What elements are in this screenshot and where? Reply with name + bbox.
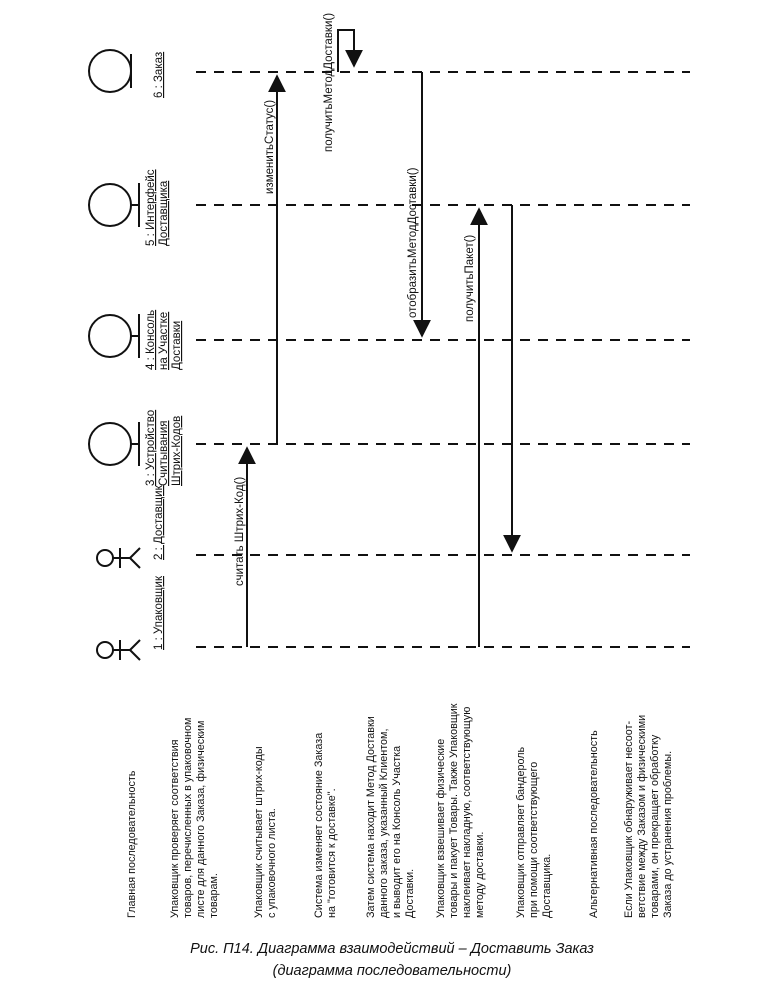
figure-caption [0,938,784,982]
packer-actor-icon [97,640,140,660]
order-name: 6 : Заказ [153,51,165,98]
order-entity-icon [89,50,131,92]
script-step1-line2: товаров, перечисленных в упаковочном [182,717,194,918]
carrier-interface-boundary-icon [89,183,139,227]
script-step1-line3: листе для данного Заказа, физическим [195,720,207,918]
barcode-name-line3: Штрих-Кодов [171,415,183,486]
console-boundary-icon [89,314,139,358]
script-step4-line4: Доставки. [404,868,416,918]
script-step6-line3: Доставщика. [541,853,553,918]
console-name-line3: Доставки [171,320,183,370]
message-label-change-status: изменитьСтатус() [264,99,276,194]
courier-actor-icon [97,548,140,568]
script-alt-line1: Если Упаковщик обнаруживает несоот- [623,720,635,918]
script-step5-line4: методу доставки. [474,831,486,918]
script-step5-line2: товары и пакует Товары. Также Упаковщик [448,703,460,918]
script-alt-line3: товарами, он прекращает обработку [649,734,661,918]
courier-name: 2 : Доставщик [153,485,165,560]
packer-name: 1 : Упаковщик [153,576,165,650]
script-step2-line2: с упаковочного листа. [266,808,278,918]
caption-line1: Рис. П14. Диаграмма взаимодействий – Доставить Заказ [190,941,594,957]
script-step2-line1: Упаковщик считывает штрих-коды [253,746,265,918]
console-name-line1: 4 : Консоль [145,309,157,370]
console-name-line2: на Участке [158,311,170,370]
script-step5-line3: наклеивает накладную, соответствующую [461,706,473,918]
carrier-interface-name-line2: Доставщика [158,180,170,246]
script-step1-line4: товарам. [208,873,220,918]
script-step6-line1: Упаковщик отправляет бандероль [515,746,527,918]
script-step3-line1: Система изменяет состояние Заказа [313,732,325,918]
carrier-interface-name-line1: 5 : Интерфейс [145,169,157,246]
message-label-get-delivery-method: получитьМетодДоставки() [323,12,335,152]
barcode-name-line1: 3 : Устройство [145,409,157,486]
message-label-show-delivery-method: отобразитьМетодДоставки() [407,167,419,318]
message-label-scan-barcode: считать Штрих-Код() [234,476,246,586]
script-step4-line1: Затем система находит Метод Доставки [365,716,377,918]
script-step3-line2: на "готовится к доставке". [326,788,338,918]
script-alt-title: Альтернативная последовательность [588,730,600,918]
script-step5-line1: Упаковщик взвешивает физические [435,738,447,918]
caption-line2: (диаграмма последовательности) [272,963,512,979]
script-main-title: Главная последовательность [126,770,138,918]
message-label-get-package: получитьПакет() [464,234,476,322]
script-alt-line2: ветствие между Заказом и физическими [636,714,648,918]
script-step1-line1: Упаковщик проверяет соответствия [169,739,181,918]
script-step6-line2: при помощи соответствующего [528,761,540,918]
message-arrow-get-delivery-method [338,30,354,72]
barcode-name-line2: Считывания [158,420,170,486]
barcode-reader-boundary-icon [89,422,139,466]
script-step4-line3: и выводит его на Консоль Участка [391,745,403,918]
script-step4-line2: данного заказа, указанный Клиентом, [378,728,390,918]
script-alt-line4: Заказа до устранения проблемы. [662,750,674,918]
